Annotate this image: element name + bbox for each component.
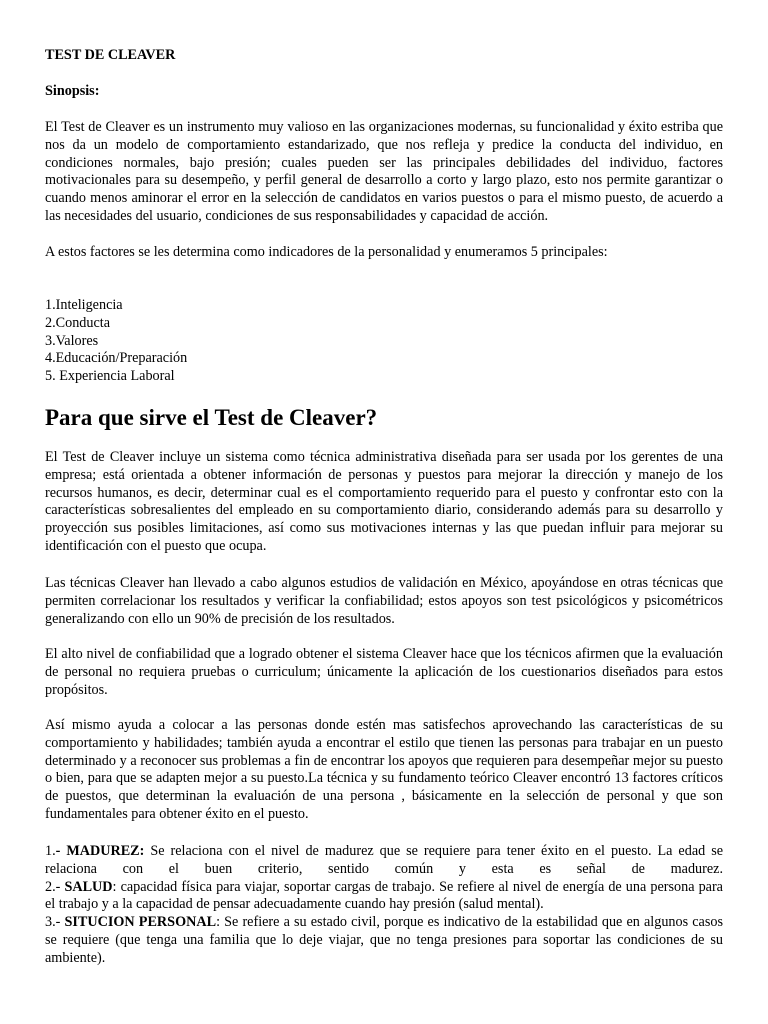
paragraph-factores: A estos factores se les determina como indicadores de la personalidad y enumeramos 5 principales: bbox=[45, 244, 608, 260]
factor-number: 3.- bbox=[45, 914, 65, 931]
factor-number: 2.- bbox=[45, 878, 65, 895]
sinopsis-label: Sinopsis: bbox=[45, 83, 100, 99]
factor-text: : capacidad física para viajar, soportar cargas de trabajo. Se refiere al nivel de energía de una persona para el trabajo y a la capacidad de pensar adecuadamente cuando hay presión (salud mental). bbox=[45, 878, 723, 913]
critical-factors bbox=[45, 843, 723, 968]
paragraph-validacion: Las técnicas Cleaver han llevado a cabo algunos estudios de validación en México, apoyándose en otras técnicas que permiten correlacionar los resultados y verificar la confiabilidad; estos apoyos son test psicológicos y psicométricos generalizando con ello un 90% de precisión de los resultados. bbox=[45, 575, 723, 627]
factor-label: SALUD bbox=[64, 878, 113, 895]
factor-label: - MADUREZ: bbox=[55, 843, 145, 859]
factor-label: SITUCION PERSONAL bbox=[64, 914, 217, 931]
list-item: 4.Educación/Preparación bbox=[45, 350, 188, 367]
list-item: 1.Inteligencia bbox=[45, 297, 123, 313]
factor-text: : Se refiere a su estado civil, porque es indicativo de la estabilidad que en algunos casos se requiere (que tenga una familia que lo deje viajar, que no tenga presiones para soportar las condiciones de su ambiente). bbox=[45, 914, 723, 966]
document-title: TEST DE CLEAVER bbox=[45, 47, 176, 63]
factor-madurez bbox=[45, 843, 723, 879]
factor-salud bbox=[45, 879, 723, 915]
factor-situacion-personal bbox=[45, 914, 723, 967]
paragraph-sinopsis: El Test de Cleaver es un instrumento muy valioso en las organizaciones modernas, su funcionalidad y éxito estriba que nos da un modelo de comportamiento estandarizado, que nos refleja y predice la conducta del individuo, en condiciones normales, bajo presión; cuales pueden ser las principales debilidades del individuo, factores motivacionales para su desempeño, y perfil general de desarrollo a corto y largo plazo, esto nos permite garantizar o cuando menos aminorar el error en la selección de candidatos en varios puestos o para el mismo puesto, de acuerdo a las necesidades del usuario, condiciones de sus responsabilidades y capacidad de acción. bbox=[45, 119, 723, 224]
paragraph-confiabilidad: El alto nivel de confiabilidad que a logrado obtener el sistema Cleaver hace que los técnicos afirmen que la evaluación de personal no requiera pruebas o curriculum; únicamente la aplicación de los cuestionarios diseñados para estos propósitos. bbox=[45, 646, 723, 698]
paragraph-sistema: El Test de Cleaver incluye un sistema como técnica administrativa diseñada para ser usada por los gerentes de una empresa; está orientada a obtener información de personas y puestos para mejorar la dirección y manejo de los recursos humanos, es decir, determinar cual es el comportamiento requerido para el puesto y confrontar esto con la características sobresalientes del empleado en su comportamiento diario, considerando además para su desarrollo y proyección sus posibles limitaciones, así como sus motivaciones internas y las que puedan influir para mejorar su identificación con el puesto que ocupa. bbox=[45, 449, 723, 554]
factor-number: 1. bbox=[45, 843, 56, 859]
factor-text: Se relaciona con el nivel de madurez que se requiere para tener éxito en el puesto. La edad se relaciona con el buen criterio, sentido común y esta es señal de madurez. bbox=[45, 843, 724, 877]
paragraph-colocacion: Así mismo ayuda a colocar a las personas donde estén mas satisfechos aprovechando las características de su comportamiento y habilidades; también ayuda a encontrar el estilo que tienen las personas para trabajar en un puesto determinado y a reconocer sus problemas a fin de encontrar los apoyos que requieren para desempeñar mejor su puesto o bien, para que se adapten mejor a su puesto.La técnica y su fundamento teórico Cleaver encontró 13 factores críticos de puestos, que determinan la evaluación de una persona , básicamente en la selección de personal y que son fundamentales para obtener éxito en el puesto. bbox=[45, 717, 723, 822]
list-item: 3.Valores bbox=[45, 332, 99, 349]
section-heading: Para que sirve el Test de Cleaver? bbox=[45, 405, 378, 430]
list-item: 2.Conducta bbox=[45, 314, 111, 331]
factors-list bbox=[45, 297, 723, 386]
list-item: 5. Experiencia Laboral bbox=[45, 368, 175, 385]
